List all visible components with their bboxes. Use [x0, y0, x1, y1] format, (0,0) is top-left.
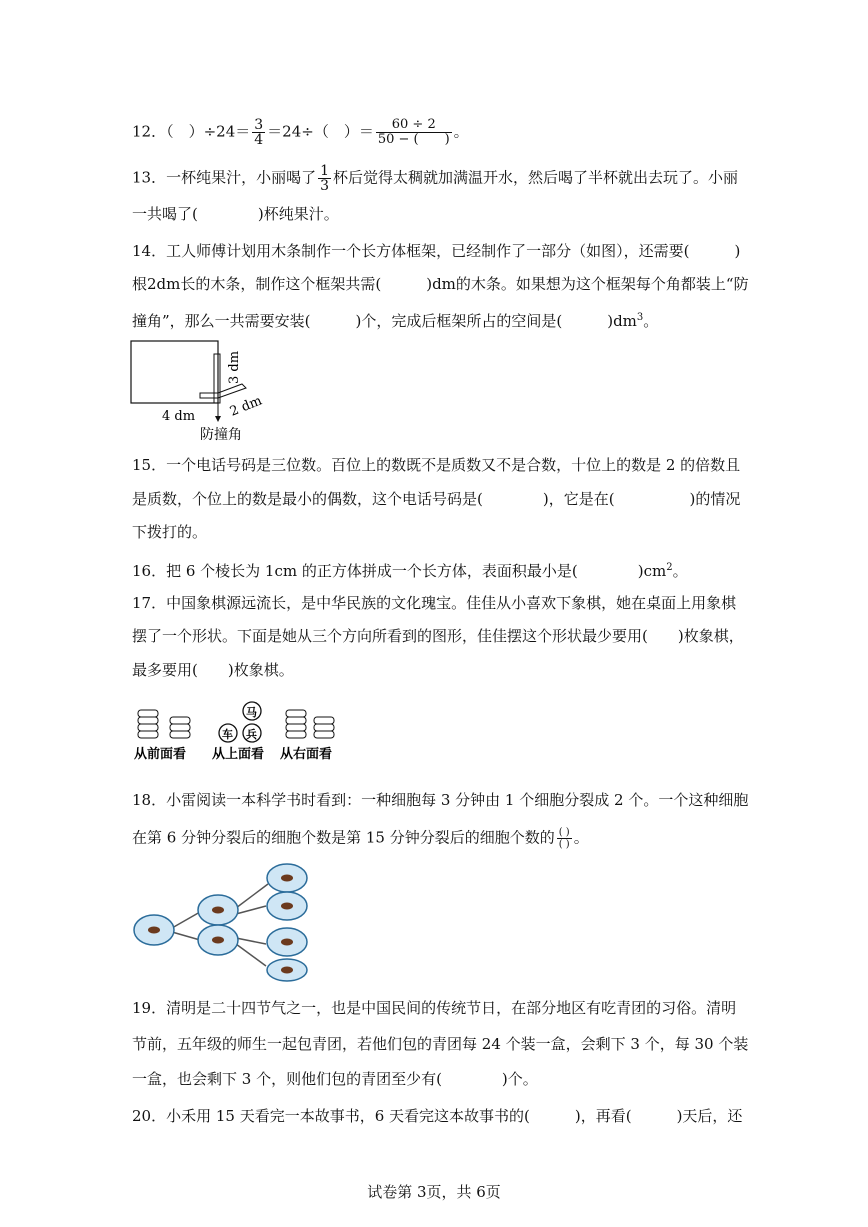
- question-17-line-1: 17．中国象棋源远流长，是中华民族的文化瑰宝。佳佳从小喜欢下象棋，她在桌面上用象棋: [132, 594, 737, 612]
- cell-division-figure: [132, 862, 312, 982]
- question-19-line-1: 19．清明是二十四节气之一，也是中国民间的传统节日，在部分地区有吃青团的习俗。清明: [132, 999, 737, 1017]
- label-2dm: 2 dm: [227, 393, 265, 420]
- cells: [134, 864, 307, 981]
- question-14-line-2: 根2dm长的木条，制作这个框架共需( )dm的木条。如果想为这个框架每个角都装上“防: [132, 275, 749, 293]
- label-3dm: 3 dm: [227, 350, 242, 384]
- question-19-line-2: 节前，五年级的师生一起包青团，若他们包的青团每 24 个装一盒，会剩下 3 个，每 30 个装: [132, 1035, 749, 1053]
- question-13-line-2: 一共喝了( )杯纯果汁。: [132, 205, 339, 223]
- vertical-rod: [214, 354, 220, 403]
- q12-prefix: 12．（ ）÷24＝: [132, 122, 251, 141]
- chess-views-figure: [132, 700, 352, 765]
- question-19-line-3: 一盒，也会剩下 3 个，则他们包的青团至少有( )个。: [132, 1070, 538, 1088]
- caption-right-view: 从右面看: [280, 747, 333, 762]
- q12-mid: ＝24÷（ ）＝: [267, 122, 374, 141]
- q13-fraction: $\frac{1}{3}$: [320, 163, 330, 194]
- piece-ma: 马: [246, 706, 257, 719]
- question-15-line-2: 是质数，个位上的数是最小的偶数，这个电话号码是( )，它是在( )的情况: [132, 490, 741, 508]
- q12-suffix: 。: [453, 122, 469, 141]
- question-14-line-3: 撞角”，那么一共需要安装( )个，完成后框架所占的空间是( )$dm^3$。: [132, 312, 659, 330]
- question-18-line-1: 18．小雷阅读一本科学书时看到：一种细胞每 3 分钟由 1 个细胞分裂成 2 个。一个这种细胞: [132, 791, 749, 809]
- question-17-line-3: 最多要用( )枚象棋。: [132, 661, 294, 679]
- question-20-line-1: 20．小禾用 15 天看完一本故事书，6 天看完这本故事书的( )，再看( )天后，还: [132, 1107, 743, 1125]
- piece-bing: 兵: [246, 728, 257, 741]
- q18-fraction: $\frac{( )}{( )}$: [558, 827, 570, 850]
- question-14-line-1: 14．工人师傅计划用木条制作一个长方体框架，已经制作了一部分（如图），还需要( ): [132, 242, 741, 260]
- piece-che: 车: [222, 728, 233, 741]
- question-18-line-2: 在第 6 分钟分裂后的细胞个数是第 15 分钟分裂后的细胞个数的 $\frac{( )}{( )}$ 。: [132, 827, 589, 850]
- caption-corner-guard: 防撞角: [200, 427, 242, 443]
- top-view: [219, 702, 261, 742]
- question-13-line-1: 13．一杯纯果汁，小丽喝了 $\frac{1}{3}$ 杯后觉得太稠就加满温开水，然后喝了半杯就出去玩了。小丽: [132, 163, 739, 194]
- question-16: 16．把 6 个棱长为 1cm 的正方体拼成一个长方体，表面积最小是( )$cm^2$。: [132, 562, 688, 580]
- diagonal-rod: [200, 384, 246, 398]
- frame-rectangle: [131, 341, 218, 403]
- caption-top-view: 从上面看: [212, 747, 265, 762]
- arrow-head-icon: [215, 416, 221, 422]
- question-17-line-2: 摆了一个形状。下面是她从三个方向所看到的图形，佳佳摆这个形状最少要用( )枚象棋，: [132, 627, 744, 645]
- label-4dm: 4 dm: [162, 409, 196, 424]
- frame-figure: [126, 336, 276, 446]
- q12-fraction-1: $\frac{3}{4}$: [254, 117, 264, 148]
- front-view: [138, 710, 190, 738]
- question-12: [132, 118, 469, 147]
- right-view: [286, 710, 334, 738]
- q12-fraction-2: $\frac{60 \div 2}{50 - ( )}$: [377, 117, 450, 147]
- caption-front-view: 从前面看: [134, 747, 187, 762]
- question-15-line-1: 15．一个电话号码是三位数。百位上的数既不是质数又不是合数，十位上的数是 2 的倍数且: [132, 456, 741, 474]
- page-footer: 试卷第 3页，共 6页: [367, 1183, 501, 1201]
- question-15-line-3: 下拨打的。: [132, 523, 208, 541]
